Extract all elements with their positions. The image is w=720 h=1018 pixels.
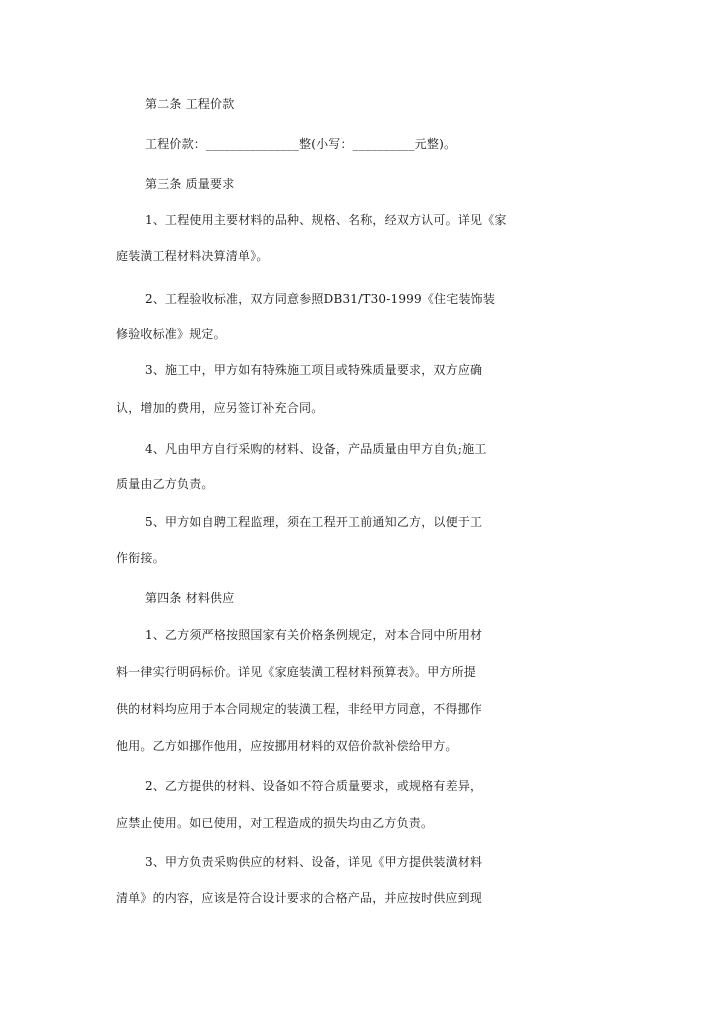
paragraph-line: 4、凡由甲方自行采购的材料、设备，产品质量由甲方自负;施工 [145,442,487,456]
paragraph-line: 质量由乙方负责。 [116,477,214,491]
paragraph-line: 工程价款：_______________整(小写：__________元整)。 [145,137,457,151]
paragraph-line: 他用。乙方如挪作他用，应按挪用材料的双倍价款补偿给甲方。 [116,739,458,753]
paragraph-line: 5、甲方如自聘工程监理，须在工程开工前通知乙方，以便于工 [145,515,483,529]
paragraph-line: 3、甲方负责采购供应的材料、设备，详见《甲方提供装潢材料 [145,855,483,869]
paragraph-line: 3、施工中，甲方如有特殊施工项目或特殊质量要求，双方应确 [145,363,483,377]
paragraph-line: 清单》的内容，应该是符合设计要求的合格产品，并应按时供应到现 [116,891,483,905]
paragraph-line: 作衔接。 [116,551,165,565]
paragraph-line: 应禁止使用。如已使用，对工程造成的损失均由乙方负责。 [116,816,434,830]
paragraph-line: 认，增加的费用，应另签订补充合同。 [116,401,324,415]
paragraph-line: 料一律实行明码标价。详见《家庭装潢工程材料预算表》。甲方所提 [116,665,477,679]
section-heading-article-2: 第二条 工程价款 [145,97,235,111]
section-heading-article-4: 第四条 材料供应 [145,591,235,605]
section-heading-article-3: 第三条 质量要求 [145,177,235,191]
paragraph-line: 1、工程使用主要材料的品种、规格、名称，经双方认可。详见《家 [145,213,507,227]
paragraph-line: 2、工程验收标准，双方同意参照DB31/T30-1999《住宅装饰装 [145,292,496,306]
paragraph-line: 庭装潢工程材料决算清单》。 [116,249,269,263]
paragraph-line: 2、乙方提供的材料、设备如不符合质量要求，或规格有差异， [145,779,483,793]
paragraph-line: 供的材料均应用于本合同规定的装潢工程，非经甲方同意，不得挪作 [116,702,483,716]
paragraph-line: 修验收标准》规定。 [116,327,226,341]
paragraph-line: 1、乙方须严格按照国家有关价格条例规定，对本合同中所用材 [145,628,483,642]
